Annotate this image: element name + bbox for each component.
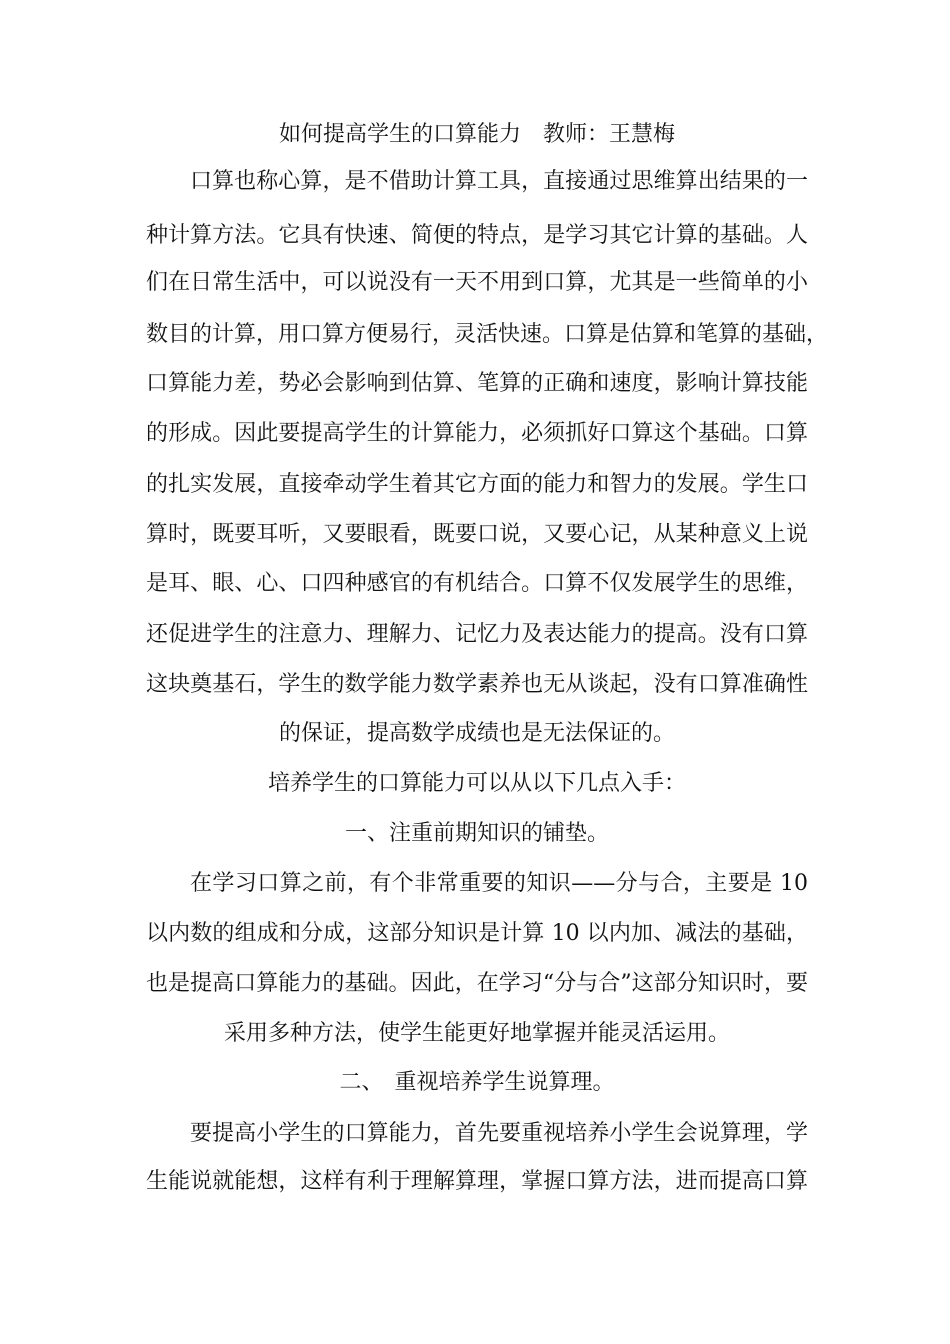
paragraph-line: 的扎实发展，直接牵动学生着其它方面的能力和智力的发展。学生口 [146, 472, 808, 497]
paragraph-line: 也是提高口算能力的基础。因此，在学习“分与合”这部分知识时，要 [146, 971, 808, 996]
paragraph-line: 以内数的组成和分成，这部分知识是计算 10 以内加、减法的基础， [146, 921, 808, 946]
paragraph-line: 采用多种方法，使学生能更好地掌握并能灵活运用。 [223, 1021, 730, 1046]
paragraph-line: 是耳、眼、心、口四种感官的有机结合。口算不仅发展学生的思维， [146, 571, 808, 596]
paragraph-line: 算时，既要耳听，又要眼看，既要口说，又要心记，从某种意义上说 [146, 522, 808, 547]
section-heading-1: 一、注重前期知识的铺垫。 [344, 821, 609, 846]
paragraph-line: 口算能力差，势必会影响到估算、笔算的正确和速度，影响计算技能 [146, 371, 808, 396]
paragraph-line: 还促进学生的注意力、理解力、记忆力及表达能力的提高。没有口算 [146, 622, 808, 647]
document-title: 如何提高学生的口算能力 教师：王慧梅 [278, 122, 675, 147]
section-intro: 培养学生的口算能力可以从以下几点入手： [267, 771, 686, 796]
paragraph-line: 数目的计算，用口算方便易行，灵活快速。口算是估算和笔算的基础， [146, 322, 829, 347]
paragraph-line: 口算也称心算，是不借助计算工具，直接通过思维算出结果的一 [190, 169, 808, 194]
paragraph-line: 在学习口算之前，有个非常重要的知识——分与合，主要是 10 [190, 871, 808, 896]
section-heading-2: 二、 重视培养学生说算理。 [339, 1070, 615, 1095]
paragraph-line: 种计算方法。它具有快速、简便的特点，是学习其它计算的基础。人 [146, 223, 808, 248]
paragraph-line: 的形成。因此要提高学生的计算能力，必须抓好口算这个基础。口算 [146, 421, 808, 446]
paragraph-line: 的保证，提高数学成绩也是无法保证的。 [278, 721, 675, 746]
paragraph-line: 这块奠基石，学生的数学能力数学素养也无从谈起，没有口算准确性 [146, 672, 808, 697]
paragraph-line: 们在日常生活中，可以说没有一天不用到口算，尤其是一些简单的小 [146, 270, 808, 295]
paragraph-line: 要提高小学生的口算能力，首先要重视培养小学生会说算理，学 [190, 1121, 808, 1146]
paragraph-line: 生能说就能想，这样有利于理解算理，掌握口算方法，进而提高口算 [146, 1169, 808, 1194]
